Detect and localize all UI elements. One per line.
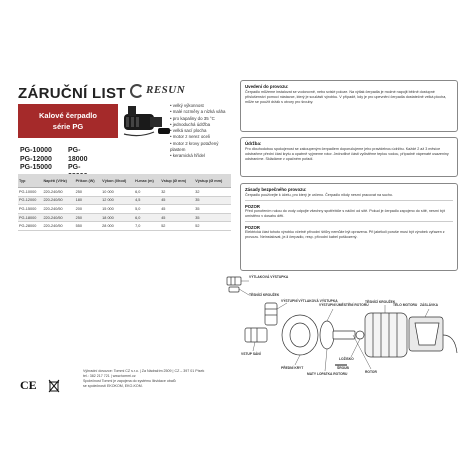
table-cell: PG-18000 bbox=[18, 213, 42, 222]
table-cell: 6,0 bbox=[134, 213, 160, 222]
table-cell: 220-240/50 bbox=[42, 205, 74, 214]
label-cable: ZÁSLÁVKA bbox=[420, 303, 438, 307]
divider bbox=[245, 221, 453, 222]
column-header: Výstup (Ø mm) bbox=[194, 174, 231, 188]
table-cell: 7,0 bbox=[134, 222, 160, 231]
feature-item: • velká sací plocha bbox=[170, 128, 232, 134]
brand-logo bbox=[130, 82, 225, 100]
feature-item: • malé rozměry a nízká váha bbox=[170, 109, 232, 115]
section-text: Pro dlouhodobou spokojenost se zakoupeným čerpadlem doporučujeme jeho pravidelnou údržbu. Každé 2 až 3 měsíce odstraňme přední část krytu a opatrně vyjmeme rotor. Jednotlivé části vyčistěme teplou vodou, případně vápenaté usazeniny odstraníme. Skládáme v opačném pořadí. bbox=[245, 147, 449, 161]
table-row bbox=[18, 196, 231, 205]
section-title: Uvedení do provozu: bbox=[245, 84, 289, 89]
table-cell: 15 000 bbox=[101, 205, 134, 214]
label-inlet: VSTUP SÁNÍ bbox=[241, 352, 261, 356]
table-cell: 250 bbox=[75, 188, 102, 197]
label-front-cover: PŘEDNÍ KRYT bbox=[281, 366, 304, 370]
table-cell: 10 000 bbox=[101, 188, 134, 197]
warning-title: POZOR bbox=[245, 204, 260, 209]
column-header: Příkon (W) bbox=[75, 174, 102, 188]
model-name: PG-10000 bbox=[20, 147, 52, 154]
section-text: Čerpadlo používejte k účelu, pro který je určeno. Čerpadlo nikdy nesmí pracovat na sucho. bbox=[245, 193, 393, 197]
table-cell: 180 bbox=[75, 196, 102, 205]
section-text: Čerpadlo můžeme instalovat se vodorovně, nebo svislé poloze. Na výtlak čerpadla je možné napojit běžně dostupné příslušenství pomocí nástavce, který je součástí výrobku. V případě, kdy je pro upevnění čerpadla dostatečně velká plocha, může se použít držák s otvory pro šrouby. bbox=[245, 90, 447, 104]
brand-name: RESUN bbox=[146, 84, 186, 96]
table-cell: 6,0 bbox=[134, 188, 160, 197]
table-cell: PG-12000 bbox=[18, 196, 42, 205]
table-cell: 200 bbox=[75, 205, 102, 214]
table-cell: 32 bbox=[194, 188, 231, 197]
certification-marks bbox=[20, 378, 70, 394]
table-cell: 250 bbox=[75, 213, 102, 222]
footer-line: tel.: 382 217 721 | www.tommi.cz bbox=[83, 374, 136, 378]
feature-list bbox=[170, 103, 232, 160]
label-threaded-outlet: VÝSTUPNÍ VÝTLAKOVÁ VÝSTUPKA bbox=[281, 299, 338, 303]
feature-item: • motor z nerez oceli bbox=[170, 134, 232, 140]
warning-title: POZOR bbox=[245, 225, 260, 230]
feature-item: • pro kapaliny do 35 °C bbox=[170, 116, 232, 122]
table-cell: 550 bbox=[75, 222, 102, 231]
table-cell: 5,0 bbox=[134, 205, 160, 214]
table-cell: 4,5 bbox=[134, 196, 160, 205]
section-title: Údržba: bbox=[245, 141, 262, 146]
footer-line: Výhradní dovozce: Tommi CZ s.r.o. | Za Nádražím 2509 | CZ – 397 01 Písek bbox=[83, 369, 205, 373]
feature-item: • keramická hřídel bbox=[170, 153, 232, 159]
table-cell: PG-10000 bbox=[18, 188, 42, 197]
feature-item: • velký výkonnost bbox=[170, 103, 232, 109]
table-cell: 35 bbox=[194, 196, 231, 205]
table-cell: 52 bbox=[160, 222, 194, 231]
column-header: H-max (m) bbox=[134, 174, 160, 188]
product-line-1: Kalové čerpadlo bbox=[39, 111, 97, 120]
label-rotor: ROTOR bbox=[365, 370, 377, 374]
model-list bbox=[20, 147, 88, 173]
product-name-panel bbox=[18, 104, 118, 138]
table-row bbox=[18, 205, 231, 214]
table-cell: 220-240/50 bbox=[42, 213, 74, 222]
label-base: MATY LOPATKA ROTORU bbox=[307, 372, 348, 376]
model-name: PG-18000 bbox=[68, 147, 88, 163]
table-cell: PG-15000 bbox=[18, 205, 42, 214]
divider bbox=[245, 200, 453, 201]
table-cell: 52 bbox=[194, 222, 231, 231]
warning-text: Před ponořením rukou do vody odpojte všechny spotřebiče s náčiní od sítě. Pokud je čerpadlo zapojeno do sítě, nesmí být umístěno v dosahu dětí. bbox=[245, 209, 445, 218]
table-cell: 28 000 bbox=[101, 222, 134, 231]
specs-table bbox=[18, 174, 231, 231]
feature-item: • jednoduchá údržba bbox=[170, 122, 232, 128]
table-cell: 220-240/50 bbox=[42, 222, 74, 231]
exploded-view-diagram bbox=[215, 273, 460, 383]
weee-bin-icon bbox=[48, 379, 60, 393]
warning-text: Elektrická část tohoto výrobku včetně přívodní šňůry nemůže být opravena. Při jakékoli poruše musí být výrobek vyřazen z provozu. Neinstalovat, je-li čerpadlo, resp. přívodní kabel poškozený. bbox=[245, 230, 445, 239]
table-cell: 220-240/50 bbox=[42, 196, 74, 205]
model-name: PG-15000 bbox=[20, 164, 52, 171]
label-seal-ring-2: TĚSNÍCÍ KROUŽEK bbox=[365, 300, 396, 304]
pump-photo-icon bbox=[120, 104, 175, 140]
section-safety bbox=[240, 183, 458, 271]
table-cell: 35 bbox=[194, 205, 231, 214]
table-row bbox=[18, 188, 231, 197]
table-row bbox=[18, 222, 231, 231]
column-header: Výkon (l/hod) bbox=[101, 174, 134, 188]
label-outlet: VÝTLAKOVÁ VÝSTUPKA bbox=[249, 275, 289, 279]
model-name: PG- bbox=[68, 164, 81, 171]
table-cell: 45 bbox=[160, 213, 194, 222]
table-cell: 32 bbox=[160, 188, 194, 197]
model-name: PG-12000 bbox=[20, 155, 52, 163]
feature-item: • motor 2 krovy potažený plastem bbox=[170, 141, 232, 154]
table-cell: 18 000 bbox=[101, 213, 134, 222]
table-cell: PG-28000 bbox=[18, 222, 42, 231]
section-title: Zásady bezpečného provozu: bbox=[245, 187, 307, 192]
product-line-2: série PG bbox=[52, 122, 84, 131]
label-bearing: LOŽISKO bbox=[339, 357, 354, 361]
table-cell: 220-240/50 bbox=[42, 188, 74, 197]
table-row bbox=[18, 213, 231, 222]
label-seal-ring: TĚSNÍCÍ KROUŽEK bbox=[249, 293, 280, 297]
table-cell: 45 bbox=[160, 205, 194, 214]
column-header: Typ bbox=[18, 174, 42, 188]
column-header: Vstup (Ø mm) bbox=[160, 174, 194, 188]
table-cell: 45 bbox=[160, 196, 194, 205]
footer-line: se společností EKOKOM, EKO-KOM. bbox=[83, 384, 143, 388]
table-header-row bbox=[18, 174, 231, 188]
section-installation bbox=[240, 80, 458, 132]
page-title: ZÁRUČNÍ LIST bbox=[18, 85, 126, 102]
column-header: Napětí (V/Hz) bbox=[42, 174, 74, 188]
table-cell: 35 bbox=[194, 213, 231, 222]
label-motor-body: TĚLO MOTORU bbox=[393, 303, 418, 307]
label-pump-body: VÝSTUPNÍ ÚMĚSTĚNÍ ROTORU bbox=[319, 303, 369, 307]
footer-line: Společnost Tommi je zapojena do systému likvidace obalů bbox=[83, 379, 176, 383]
label-screw: ŠROUB bbox=[337, 366, 349, 370]
logo-swirl-icon bbox=[130, 84, 144, 98]
ce-mark: CE bbox=[20, 378, 37, 392]
section-maintenance bbox=[240, 137, 458, 177]
table-cell: 12 000 bbox=[101, 196, 134, 205]
